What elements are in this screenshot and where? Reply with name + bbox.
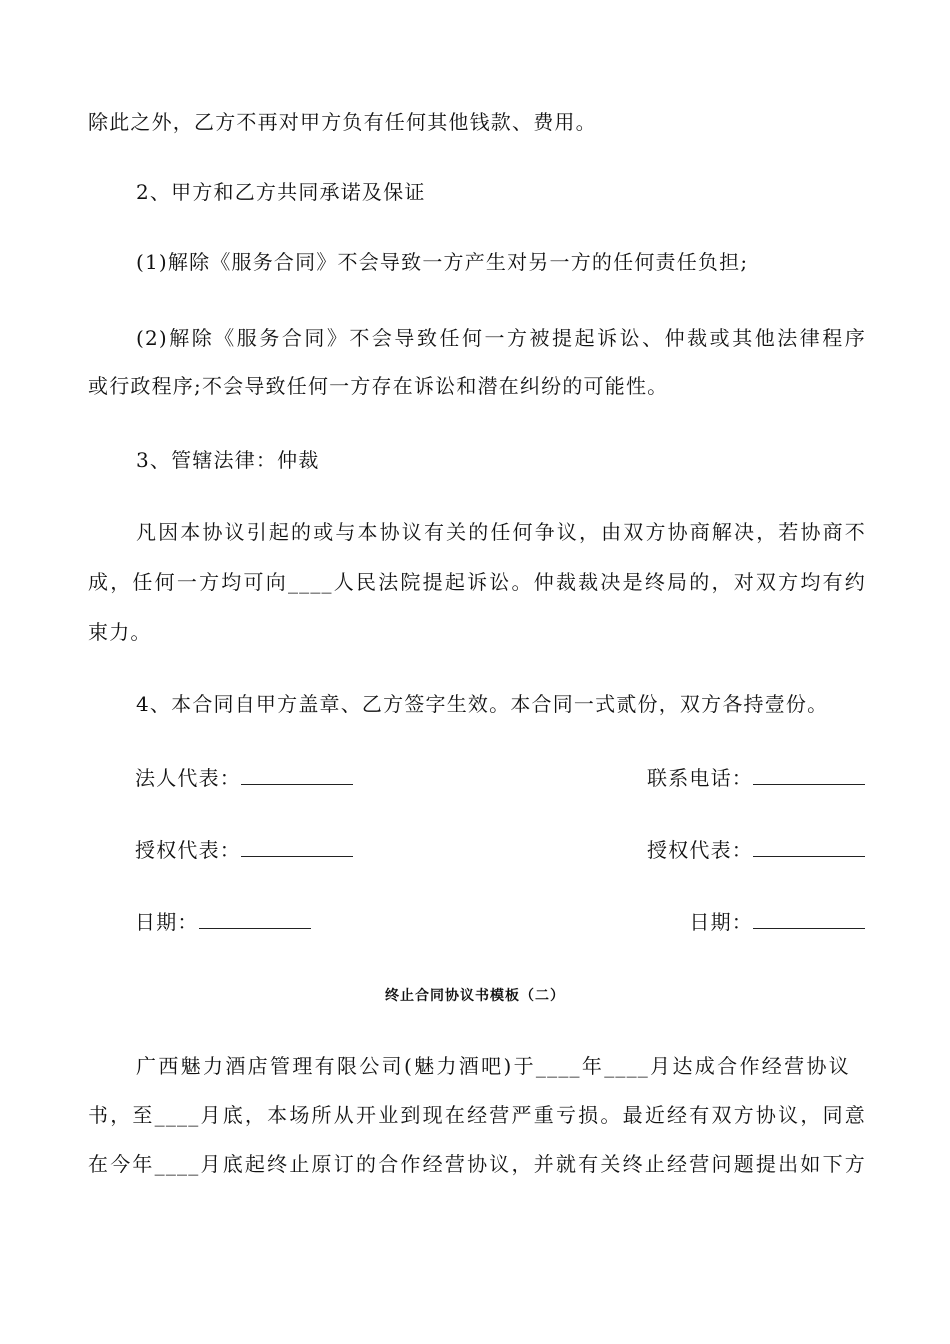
- date-field: [689, 906, 865, 935]
- paragraph-line: 书，至____月底，本场所从开业到现在经营严重亏损。最近经有双方协议，同意: [88, 1103, 866, 1127]
- signature-row: [135, 834, 865, 864]
- authorized-representative-field: [647, 834, 865, 863]
- field-label: 日期：: [135, 910, 199, 934]
- authorized-representative-field: [135, 834, 353, 863]
- paragraph-line: 成，任何一方均可向____人民法院提起诉讼。仲裁裁决是终局的，对双方均有约: [88, 570, 866, 594]
- paragraph-line: 在今年____月底起终止原订的合作经营协议，并就有关终止经营问题提出如下方: [88, 1152, 866, 1176]
- date-field: [135, 906, 311, 935]
- blank-line: [753, 836, 865, 857]
- field-label: 联系电话：: [647, 766, 753, 790]
- field-label: 法人代表：: [135, 766, 241, 790]
- blank-line: [753, 908, 865, 929]
- paragraph-line: 或行政程序;不会导致任何一方存在诉讼和潜在纠纷的可能性。: [88, 374, 669, 398]
- blank-line: [199, 908, 311, 929]
- signature-row: [135, 762, 865, 792]
- paragraph-line: (2)解除《服务合同》不会导致任何一方被提起诉讼、仲裁或其他法律程序: [136, 326, 866, 350]
- paragraph-line: 凡因本协议引起的或与本协议有关的任何争议，由双方协商解决，若协商不: [136, 520, 866, 544]
- field-label: 日期：: [689, 910, 753, 934]
- signature-row: [135, 906, 865, 936]
- section-title: 终止合同协议书模板（二）: [385, 988, 565, 1004]
- paragraph-line: 广西魅力酒店管理有限公司(魅力酒吧)于____年____月达成合作经营协议: [136, 1054, 850, 1078]
- paragraph-line: 除此之外，乙方不再对甲方负有任何其他钱款、费用。: [88, 110, 597, 134]
- phone-field: [647, 762, 865, 791]
- blank-line: [241, 764, 353, 785]
- clause-heading: 4、本合同自甲方盖章、乙方签字生效。本合同一式贰份，双方各持壹份。: [136, 692, 829, 716]
- legal-representative-field: [135, 762, 353, 791]
- blank-line: [753, 764, 865, 785]
- paragraph-line: (1)解除《服务合同》不会导致一方产生对另一方的任何责任负担;: [136, 250, 749, 274]
- field-label: 授权代表：: [647, 838, 753, 862]
- field-label: 授权代表：: [135, 838, 241, 862]
- paragraph-line: 束力。: [88, 620, 152, 644]
- clause-heading: 2、甲方和乙方共同承诺及保证: [136, 180, 426, 204]
- clause-heading: 3、管辖法律：仲裁: [136, 448, 320, 472]
- blank-line: [241, 836, 353, 857]
